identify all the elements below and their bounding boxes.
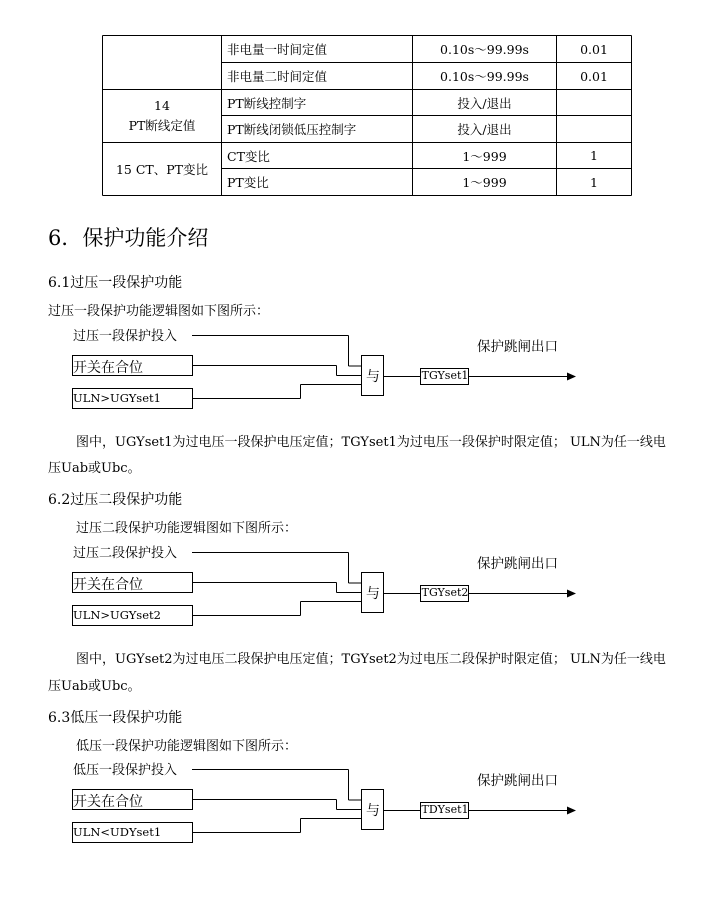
and-gate-label: 与 xyxy=(366,369,380,385)
subsection-intro: 低压一段保护功能逻辑图如下图所示： xyxy=(76,739,298,754)
timer-label: TGYset1 xyxy=(421,369,469,382)
table-cell-range: 1～999 xyxy=(462,175,507,190)
table-cell-range: 0.10s～99.99s xyxy=(440,42,529,57)
logic-diagram xyxy=(0,539,720,629)
subsection-description: 图中，UGYset2为过电压二段保护电压定值；TGYset2为过电压二段保护时限定值； ULN为任一线电 xyxy=(76,652,666,667)
diagram-input-condition: ULN>UGYset2 xyxy=(73,608,161,622)
subsection-heading: 6.1过压一段保护功能 xyxy=(48,275,183,291)
and-gate-label: 与 xyxy=(366,586,380,602)
table-cell-name: CT变比 xyxy=(227,148,270,164)
table-cell-step: 1 xyxy=(590,148,598,163)
diagram-input-breaker: 开关在合位 xyxy=(73,794,143,810)
table-cell-step: 1 xyxy=(590,174,598,190)
subsection-intro: 过压一段保护功能逻辑图如下图所示： xyxy=(48,304,270,319)
table-cell-name: PT断线闭锁低压控制字 xyxy=(227,122,357,137)
trip-output-label: 保护跳闸出口 xyxy=(477,556,558,572)
diagram-input-breaker: 开关在合位 xyxy=(73,360,143,376)
table-cell-range: 投入/退出 xyxy=(457,122,512,137)
timer-label: TGYset2 xyxy=(421,586,469,599)
table-cell-range: 投入/退出 xyxy=(457,95,512,111)
diagram-input-breaker: 开关在合位 xyxy=(73,577,143,593)
timer-label: TDYset1 xyxy=(421,803,469,816)
table-cell-step xyxy=(557,116,631,142)
subsection-intro: 过压二段保护功能逻辑图如下图所示： xyxy=(76,521,298,536)
subsection-description: 图中，UGYset1为过电压一段保护电压定值；TGYset1为过电压一段保护时限定值； ULN为任一线电 xyxy=(76,435,666,450)
table-cell-step: 0.01 xyxy=(580,41,608,57)
table-cell-name: 非电量一时间定值 xyxy=(227,42,328,57)
diagram-input-enable: 过压二段保护投入 xyxy=(73,546,178,561)
subsection-description-cont: 压Uab或Ubc。 xyxy=(48,679,141,694)
subsection-heading: 6.3低压一段保护功能 xyxy=(48,710,183,726)
diagram-input-enable: 低压一段保护投入 xyxy=(73,763,178,778)
logic-diagram xyxy=(0,756,720,846)
logic-diagram xyxy=(0,322,720,412)
diagram-input-condition: ULN>UGYset1 xyxy=(73,391,161,405)
table-cell-name: PT变比 xyxy=(227,175,269,190)
and-gate-label: 与 xyxy=(366,803,380,819)
table-cell-range: 1～999 xyxy=(462,148,507,164)
trip-output-label: 保护跳闸出口 xyxy=(477,773,558,789)
table-cell-group: 15 CT、PT变比 xyxy=(115,162,209,177)
trip-output-label: 保护跳闸出口 xyxy=(477,339,558,355)
subsection-description-cont: 压Uab或Ubc。 xyxy=(48,461,141,476)
table-cell-step: 0.01 xyxy=(580,68,608,84)
table-cell-group: 14 PT断线定值 xyxy=(128,98,196,133)
table-cell-range: 0.10s～99.99s xyxy=(440,69,529,84)
table-cell-name: PT断线控制字 xyxy=(227,95,307,111)
section-title: 6．保护功能介绍 xyxy=(48,226,209,250)
diagram-input-condition: ULN<UDYset1 xyxy=(73,825,162,839)
subsection-heading: 6.2过压二段保护功能 xyxy=(48,492,183,508)
table-cell-name: 非电量二时间定值 xyxy=(227,69,328,84)
diagram-input-enable: 过压一段保护投入 xyxy=(73,329,178,344)
table-cell-step xyxy=(557,90,631,115)
